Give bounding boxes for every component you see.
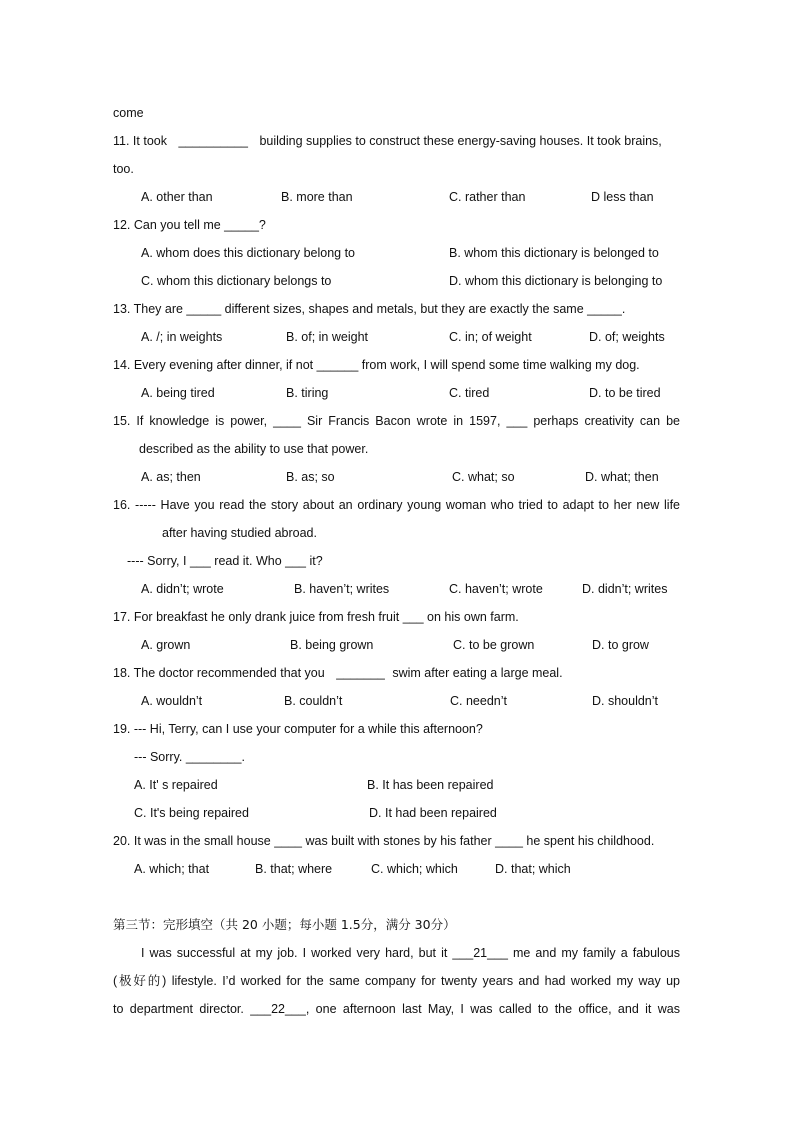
- option-d: D. to grow: [592, 638, 649, 652]
- question-15-stem: 15. If knowledge is power, ____ Sir Francis Bacon wrote in 1597, ___ perhaps creativity can be: [113, 414, 680, 428]
- option-c: C. in; of weight: [449, 330, 532, 344]
- option-d: D. didn’t; writes: [582, 582, 668, 596]
- option-a: A. grown: [141, 638, 191, 652]
- option-d: D. whom this dictionary is belonging to: [449, 274, 663, 288]
- option-a: A. which; that: [134, 862, 210, 876]
- option-b: B. more than: [281, 190, 353, 204]
- option-d: D. It had been repaired: [369, 806, 497, 820]
- question-11-stem-cont: too.: [113, 162, 134, 176]
- option-d: D. that; which: [495, 862, 571, 876]
- passage-line: I was successful at my job. I worked very hard, but it ___21___ me and my family a fabulous: [141, 946, 680, 960]
- option-d: D. of; weights: [589, 330, 665, 344]
- option-a: A. It' s repaired: [134, 778, 218, 792]
- question-19-reply: --- Sorry. ________.: [134, 750, 245, 764]
- option-b: B. that; where: [255, 862, 333, 876]
- option-b: B. haven’t; writes: [294, 582, 390, 596]
- option-c: C. needn’t: [450, 694, 507, 708]
- option-d: D. shouldn’t: [592, 694, 659, 708]
- option-b: B. as; so: [286, 470, 335, 484]
- passage-line: to department director. ___22___, one afternoon last May, I was called to the office, and it was: [113, 1002, 680, 1016]
- passage-line: (极好的) lifestyle. I’d worked for the same company for twenty years and had worked my way up: [113, 974, 680, 988]
- answer-blank: __________: [178, 134, 248, 148]
- section-heading: 第三节：完形填空（共 20 小题；每小题 1.5分，满分 30分）: [113, 917, 456, 932]
- option-d: D. what; then: [585, 470, 659, 484]
- option-c: C. tired: [449, 386, 490, 400]
- stem-part: 11. It took: [113, 134, 167, 148]
- question-16-reply: ---- Sorry, I ___ read it. Who ___ it?: [127, 554, 323, 568]
- option-b: B. It has been repaired: [367, 778, 494, 792]
- continued-text: come: [113, 106, 144, 120]
- option-c: C. to be grown: [453, 638, 535, 652]
- question-16-stem-cont: after having studied abroad.: [162, 526, 317, 540]
- question-11-stem: [113, 133, 680, 149]
- question-13-stem: 13. They are _____ different sizes, shapes and metals, but they are exactly the same _____.: [113, 302, 626, 316]
- option-b: B. tiring: [286, 386, 329, 400]
- option-a: A. as; then: [141, 470, 201, 484]
- question-20-stem: 20. It was in the small house ____ was built with stones by his father ____ he spent his childhood.: [113, 834, 655, 848]
- option-c: C. It's being repaired: [134, 806, 249, 820]
- question-12-stem: 12. Can you tell me _____?: [113, 218, 266, 232]
- option-b: B. being grown: [290, 638, 374, 652]
- question-17-stem: 17. For breakfast he only drank juice from fresh fruit ___ on his own farm.: [113, 610, 519, 624]
- option-c: C. what; so: [452, 470, 515, 484]
- question-14-stem: 14. Every evening after dinner, if not ______ from work, I will spend some time walking my dog.: [113, 358, 640, 372]
- stem-part: 18. The doctor recommended that you: [113, 666, 325, 680]
- answer-blank: _______: [336, 666, 385, 680]
- option-c: C. haven’t; wrote: [449, 582, 543, 596]
- option-a: A. being tired: [141, 386, 215, 400]
- option-a: A. didn’t; wrote: [141, 582, 224, 596]
- option-a: A. whom does this dictionary belong to: [141, 246, 356, 260]
- option-d: D less than: [591, 190, 654, 204]
- question-19-stem: 19. --- Hi, Terry, can I use your computer for a while this afternoon?: [113, 722, 483, 736]
- option-a: A. other than: [141, 190, 213, 204]
- option-b: B. couldn’t: [284, 694, 343, 708]
- question-16-stem: 16. ----- Have you read the story about an ordinary young woman who tried to adapt to her new life: [113, 498, 680, 512]
- question-15-stem-cont: described as the ability to use that power.: [139, 442, 369, 456]
- option-c: C. which; which: [371, 862, 458, 876]
- stem-part: building supplies to construct these energy-saving houses. It took brains,: [259, 134, 662, 148]
- option-c: C. rather than: [449, 190, 526, 204]
- question-18-stem: [113, 665, 563, 681]
- option-d: D. to be tired: [589, 386, 661, 400]
- option-b: B. whom this dictionary is belonged to: [449, 246, 659, 260]
- option-c: C. whom this dictionary belongs to: [141, 274, 332, 288]
- option-a: A. /; in weights: [141, 330, 223, 344]
- option-a: A. wouldn’t: [141, 694, 203, 708]
- stem-part: swim after eating a large meal.: [392, 666, 563, 680]
- option-b: B. of; in weight: [286, 330, 368, 344]
